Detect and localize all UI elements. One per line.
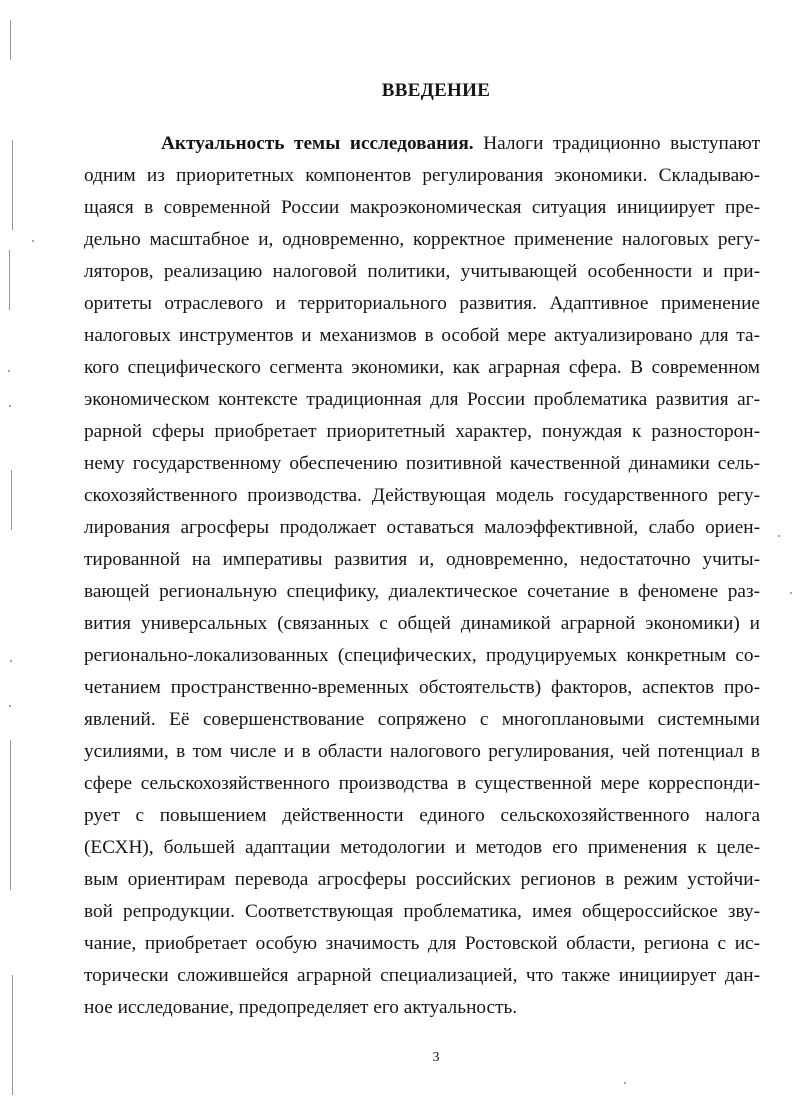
paragraph-first-line (161, 128, 760, 160)
scan-edge-mark (9, 250, 10, 310)
text-line: чание, приобретает особую значимость для Ростовской области, региона с ис- (84, 933, 760, 954)
text-line: (ЕСХН), большей адаптации методологии и методов его применения к целе- (84, 837, 760, 858)
scan-speck (32, 240, 34, 242)
text-line: вым ориентирам перевода агросферы российских регионов в режим устойчи- (84, 869, 760, 890)
scan-speck (9, 705, 11, 707)
first-line-text: Налоги традиционно выступают (483, 133, 761, 154)
scan-speck (790, 592, 792, 594)
text-line: регионально-локализованных (специфических, продуцируемых конкретным со- (84, 645, 760, 666)
text-line: дельно масштабное и, одновременно, корректное применение налоговых регу- (84, 229, 760, 250)
scan-edge-mark (10, 20, 11, 60)
text-line: ляторов, реализацию налоговой политики, учитывающей особенности и при- (84, 261, 760, 282)
text-line: явлений. Её совершенствование сопряжено с многоплановыми системными (84, 709, 760, 730)
scan-speck (10, 660, 12, 662)
text-line-last: ное исследование, предопределяет его актуальность. (84, 997, 518, 1018)
scan-speck (624, 1082, 626, 1084)
text-line: экономическом контексте традиционная для России проблематика развития аг- (84, 389, 760, 410)
text-line: лирования агросферы продолжает оставаться малоэффективной, слабо ориен- (84, 517, 760, 538)
text-line: нему государственному обеспечению позитивной качественной динамики сель- (84, 453, 760, 474)
scan-edge-mark (10, 740, 11, 890)
text-line: тированной на императивы развития и, одновременно, недостаточно учиты- (84, 549, 760, 570)
scan-edge-mark (12, 975, 13, 1095)
text-line: налоговых инструментов и механизмов в особой мере актуализировано для та- (84, 325, 760, 346)
scan-speck (778, 535, 780, 537)
text-line: рует с повышением действенности единого сельскохозяйственного налога (84, 805, 760, 826)
scan-speck (8, 370, 10, 372)
text-line: скохозяйственного производства. Действующая модель государственного регу- (84, 485, 760, 506)
text-line: сфере сельскохозяйственного производства в существенной мере корреспонди- (84, 773, 760, 794)
scan-edge-mark (11, 470, 12, 530)
text-line: вития универсальных (связанных с общей динамикой аграрной экономики) и (84, 613, 760, 634)
text-line: четанием пространственно-временных обстоятельств) факторов, аспектов про- (84, 677, 760, 698)
scan-speck (9, 405, 11, 407)
text-line: одним из приоритетных компонентов регулирования экономики. Складываю- (84, 165, 760, 186)
text-line: оритеты отраслевого и территориального развития. Адаптивное применение (84, 293, 760, 314)
text-line: кого специфического сегмента экономики, как аграрная сфера. В современном (84, 357, 760, 378)
section-heading: ВВЕДЕНИЕ (381, 80, 491, 101)
text-line: усилиями, в том числе и в области налогового регулирования, чей потенциал в (84, 741, 760, 762)
text-line: щаяся в современной России макроэкономическая ситуация инициирует пре- (84, 197, 760, 218)
scan-edge-mark (12, 140, 13, 230)
text-line: торически сложившейся аграрной специализацией, что также инициирует дан- (84, 965, 760, 986)
page-number: 3 (432, 1050, 440, 1065)
lead-phrase: Актуальность темы исследования. (161, 133, 474, 154)
text-line: рарной сферы приобретает приоритетный характер, понуждая к разносторон- (84, 421, 760, 442)
text-line: вой репродукции. Соответствующая проблематика, имея общероссийское зву- (84, 901, 760, 922)
text-line: вающей региональную специфику, диалектическое сочетание в феномене раз- (84, 581, 760, 602)
